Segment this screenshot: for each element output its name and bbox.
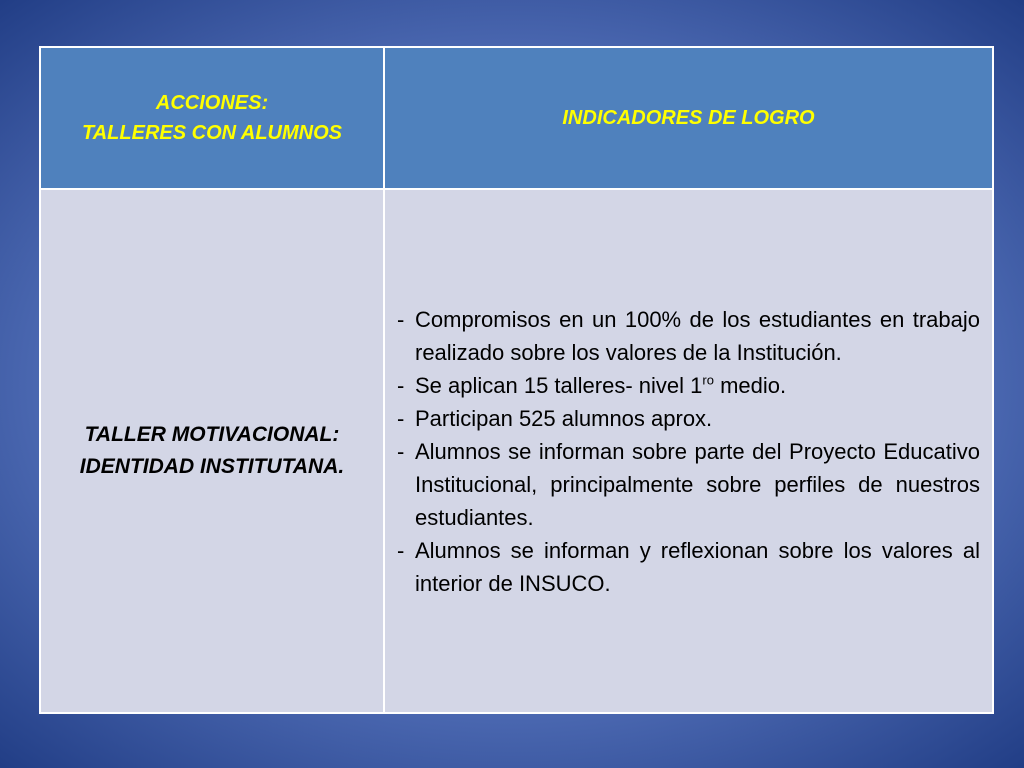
header-actions-line1: ACCIONES:	[155, 92, 269, 114]
ordinal-superscript: ro	[702, 372, 714, 388]
header-indicators-label: INDICADORES DE LOGRO	[562, 107, 815, 129]
indicator-item-2-text-end: medio.	[713, 372, 787, 398]
indicator-item-2-text: Se aplican 15 talleres- nivel 1	[415, 372, 703, 398]
table-header-row	[40, 47, 993, 189]
action-title-line1: TALLER MOTIVACIONAL:	[84, 423, 340, 446]
indicator-item-4: - Alumnos se informan sobre parte del Proyecto Educativo Institucional, principalmente sobre perfiles de nuestros estudiantes.	[393, 435, 980, 534]
actions-indicators-table	[39, 46, 994, 714]
header-actions-line2: TALLERES CON ALUMNOS	[82, 122, 342, 144]
action-cell	[40, 189, 384, 713]
indicator-item-1: - Compromisos en un 100% de los estudiantes en trabajo realizado sobre los valores de la Institución.	[393, 303, 980, 369]
indicators-cell	[384, 189, 993, 713]
indicators-list	[385, 303, 992, 600]
indicator-item-2	[393, 369, 980, 402]
action-title-line2: IDENTIDAD INSTITUTANA.	[79, 455, 345, 478]
header-cell-indicators	[384, 47, 993, 189]
indicator-item-3: - Participan 525 alumnos aprox.	[393, 402, 980, 435]
table-row	[40, 189, 993, 713]
indicator-item-5: - Alumnos se informan y reflexionan sobre los valores al interior de INSUCO.	[393, 534, 980, 600]
header-cell-actions	[40, 47, 384, 189]
